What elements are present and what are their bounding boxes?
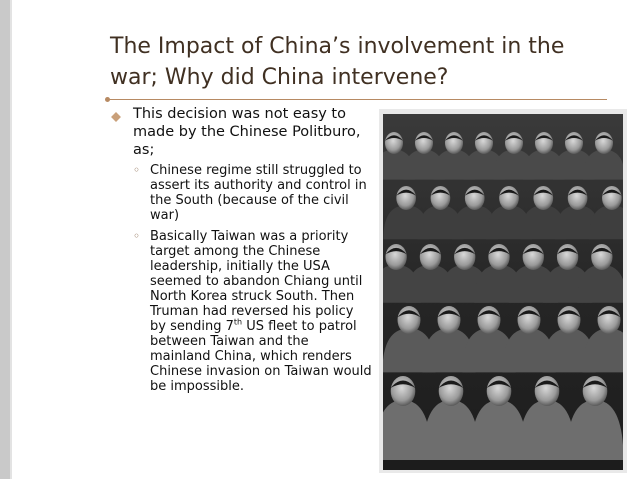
sub-bullet-item (111, 163, 373, 223)
bullet-item (111, 105, 373, 394)
slide-body (111, 105, 373, 400)
bullet-marker-icon (111, 109, 121, 119)
sub-bullet-text: Chinese regime still struggled to assert its authority and control in the South (because of the civil war) (150, 163, 367, 223)
title-line-1: The Impact of China’s involvement in the (110, 34, 565, 59)
slide-left-bar (0, 0, 10, 479)
title-rule (107, 99, 607, 100)
slide-left-bar-highlight (10, 0, 12, 479)
ring-bullet-icon: ◦ (133, 229, 141, 243)
sub-bullet-item (111, 229, 373, 394)
ordinal-suffix: th (233, 317, 243, 327)
title-line-2: war; Why did China intervene? (110, 65, 449, 90)
ring-bullet-icon: ◦ (133, 163, 141, 177)
photo-figure-head (591, 244, 612, 270)
sub-bullet-list (111, 163, 373, 394)
slide-title (110, 31, 610, 93)
sub-bullet-text-part1: Basically Taiwan was a priority target among the Chinese leadership, initially the USA seemed to abandon Chiang until North Korea struck South. Then Truman had reversed his policy by sending 7 (150, 229, 363, 334)
sub-bullet-text-part2: US fleet to patrol between Taiwan and the mainland China, which renders Chinese invasion on Taiwan would be impossible. (150, 319, 372, 394)
photo-figure-head (454, 244, 475, 270)
photo-figure-head (385, 244, 406, 270)
photo-figure-head (420, 244, 441, 270)
historical-group-photo (383, 114, 623, 470)
photo-figure-head (557, 244, 578, 270)
bullet-text: This decision was not easy to made by the Chinese Politburo, as; (133, 106, 361, 158)
photo-figure-head (523, 244, 544, 270)
